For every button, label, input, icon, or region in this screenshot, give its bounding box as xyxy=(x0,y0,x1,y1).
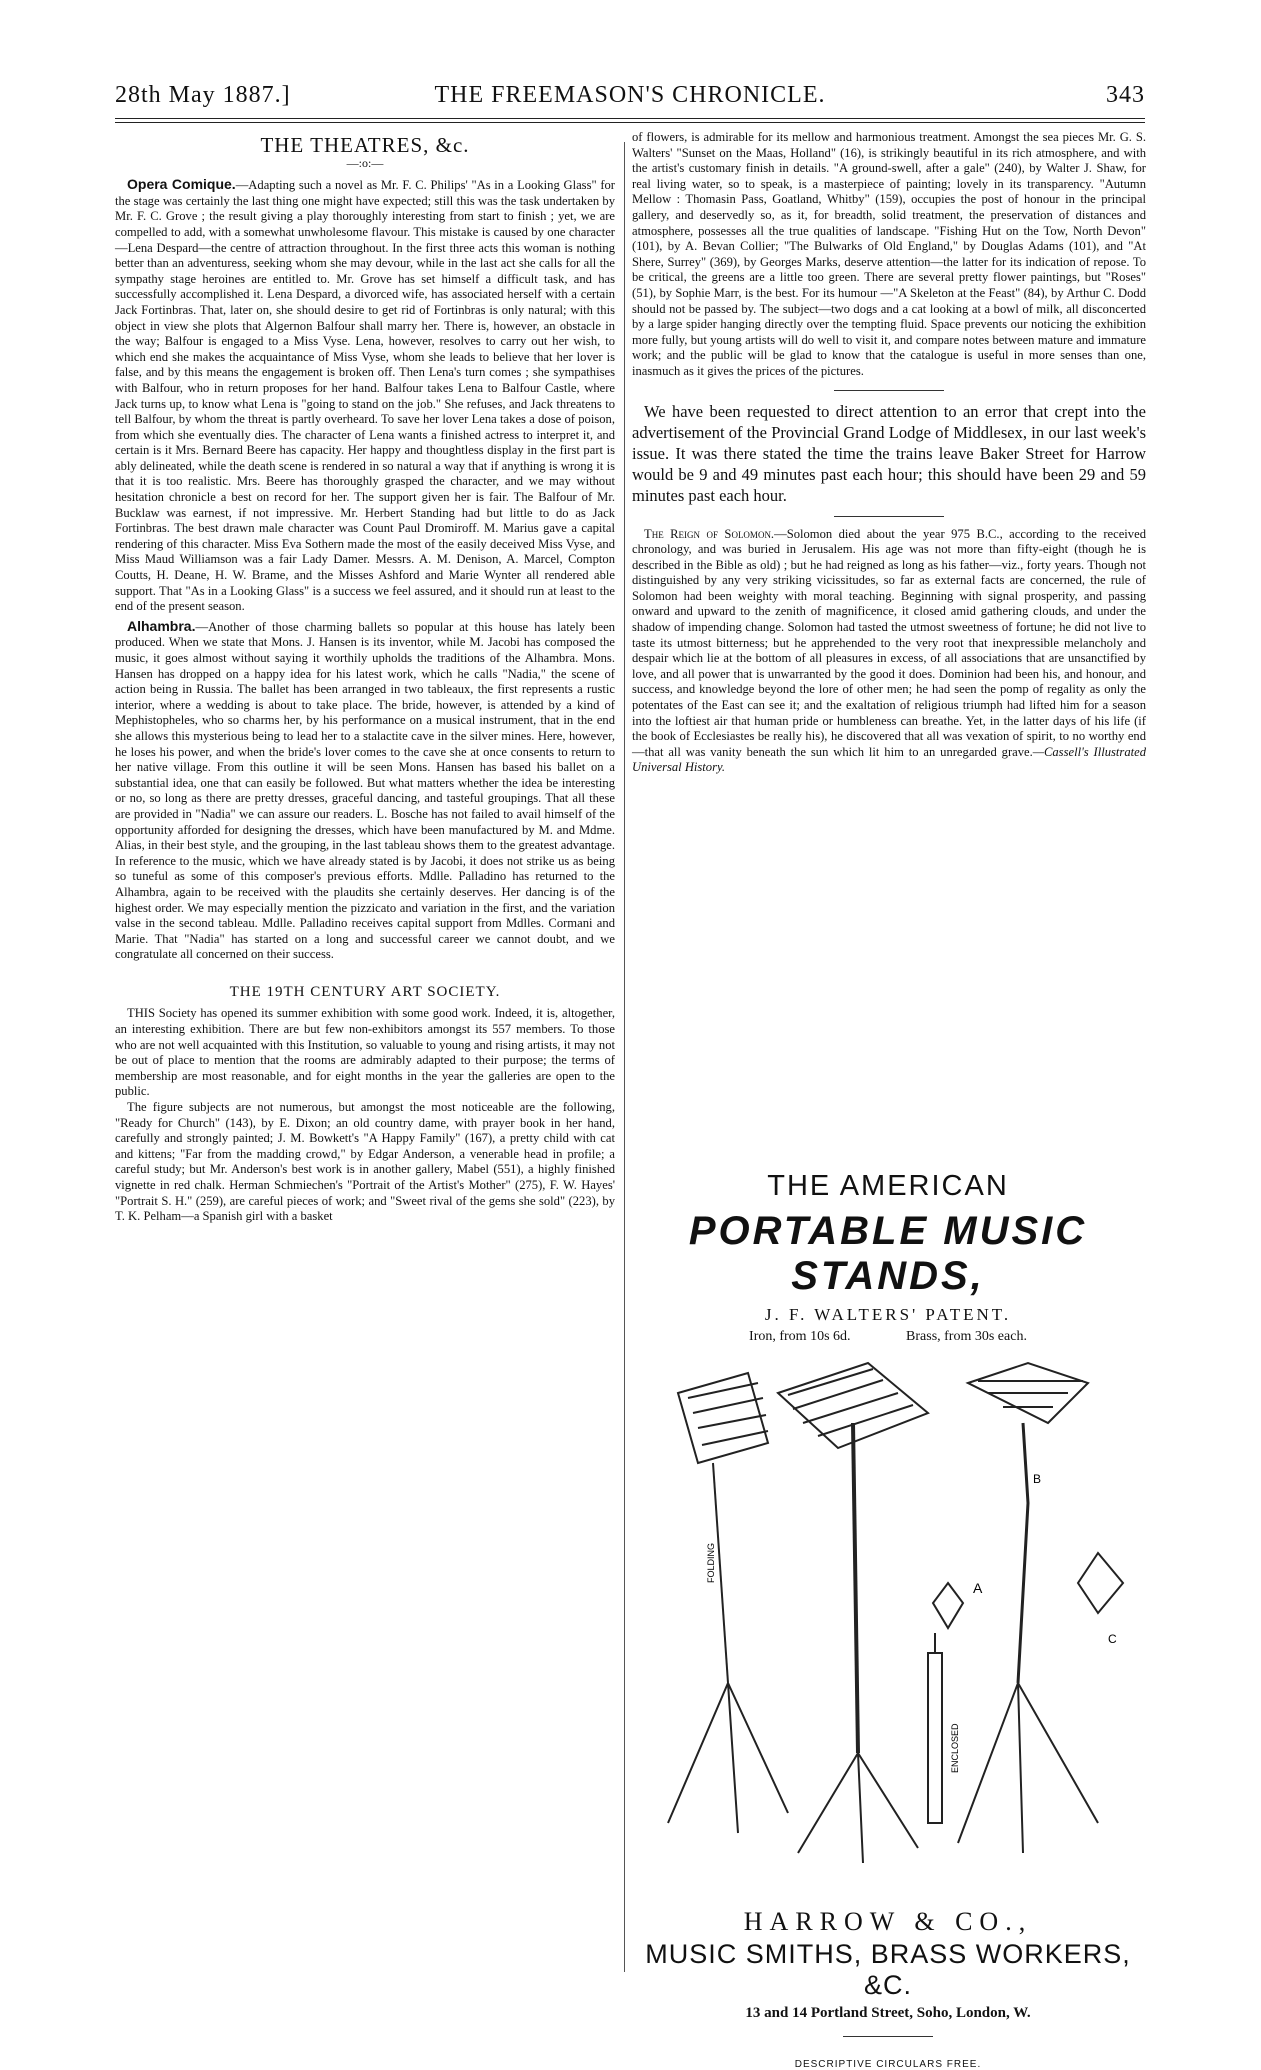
issue-date: 28th May 1887.] xyxy=(115,82,291,108)
art-society-intro: THIS Society has opened its summer exhibition with some good work. Indeed, it is, altogether, an interesting exhibition. There are but few non-exhibitors amongst its 557 members. To those who are not well acquainted with this Institution, so valuable to young and rising artists, it may not be out of place to mention that the rooms are admirably adapted to their purpose; the terms of membership are most reasonable, and for eight months in the year the galleries are open to the public. xyxy=(115,1006,615,1099)
correction-notice: We have been requested to direct attention to an error that crept into the advertisement of the Provincial Grand Lodge of Middlesex, in our last week's issue. It was there stated the time the trains leave Baker Street for Harrow would be 9 and 49 minutes past each hour; this should have been 29 and 59 minutes past each hour. xyxy=(632,401,1146,505)
music-stand-advertisement xyxy=(628,1158,1148,2070)
solomon-body: —Solomon died about the year 975 B.C., according to the received chronology, and was buried in Jerusalem. His age was not more than fifty-eight (though he is described in the Bible as old) ; but he had reigned as long as his father—viz., forty years. Though not distinguished by any very striking vicissitudes, so far as external facts are concerned, the rule of Solomon had been weighty with moral teaching. Beginning with signal prosperity, and passing onward and upward to the zenith of magnificence, it closed amid gathering clouds, and under the shadow of impending change. Solomon had tasted the utmost sweetness of fortune; he did not live to taste its utmost bitterness; but he apprehended to the very root that inexpressible melancholy and despair which lie at the bottom of all pleasures in excess, of all associations that are unsanctified by love, and all power that is unwarranted by the good it does. Dominion had been his, and honour, and success, and knowledge beyond the lore of other men; he had seen the pomp of regality as only the potentates of the East can see it; and the exaltation of religious triumph had lifted him for a season into the loftiest air that human pride or humbleness can breathe. Yet, in the latter days of his life (if the book of Ecclesiastes be really his), he discovered that all was vexation of spirit, to no worthy end—that all was vanity beneath the sun which lit him to an unregarded grave. xyxy=(632,526,1146,759)
running-header xyxy=(115,82,1145,118)
ad-address: 13 and 14 Portland Street, Soho, London, W. xyxy=(745,2005,1031,2021)
ad-prices xyxy=(628,1329,1148,1345)
page-number: 343 xyxy=(1106,82,1145,108)
label-folding: FOLDING xyxy=(706,1542,716,1583)
section-rule xyxy=(834,390,944,391)
art-society-heading: THE 19TH CENTURY ART SOCIETY. xyxy=(229,983,501,1000)
header-rule-thin xyxy=(115,122,1145,123)
label-b: B xyxy=(1033,1472,1042,1486)
label-a: A xyxy=(973,1580,983,1596)
music-stands-illustration xyxy=(628,1353,1148,1893)
alhambra-paragraph xyxy=(115,619,615,963)
theatres-heading: THE THEATRES, &c. xyxy=(260,133,470,157)
collapsed-tube-icon xyxy=(928,1633,942,1823)
art-society-figures: The figure subjects are not numerous, but amongst the most noticeable are the following, "Ready for Church" (143), by E. Dixon; an old country dame, with prayer book in her hand, carefully and strongly painted; J. M. Bowkett's "A Happy Family" (167), a pretty child with cat and kittens; "Far from the madding crowd," by Edgar Anderson, a venerable head in profile; a careful study; but Mr. Anderson's best work is in another gallery, Mabel (551), a highly finished vignette in red chalk. Herman Schmiechen's "Portrait of the Artist's Mother" (275), F. W. Hayes' "Portrait S. H." (259), are careful pieces of work; and "Sweet rival of the gems she sold" (223), by T. K. Pelham—a Spanish girl with a basket xyxy=(115,1100,615,1224)
ad-headline-stands: PORTABLE MUSIC STANDS, xyxy=(688,1209,1088,1298)
label-c: C xyxy=(1108,1632,1117,1646)
desk-stand-icon xyxy=(778,1363,928,1863)
opera-comique-lead: Opera Comique. xyxy=(127,176,236,193)
price-iron: Iron, from 10s 6d. xyxy=(749,1329,851,1344)
tripod-stand-icon xyxy=(933,1363,1123,1853)
header-rule xyxy=(115,118,1145,119)
ornament-divider: —:o:— xyxy=(346,155,384,170)
right-column xyxy=(632,130,1146,776)
ad-headline-american: THE AMERICAN xyxy=(767,1170,1009,1202)
column-divider xyxy=(624,142,625,1972)
ad-patent-line: J. F. WALTERS' PATENT. xyxy=(764,1305,1012,1324)
solomon-source: —Cassell's Illustrated Universal History. xyxy=(632,744,1147,775)
ad-maker-name: HARROW & CO., xyxy=(743,1907,1033,1936)
price-brass: Brass, from 30s each. xyxy=(906,1329,1027,1344)
label-enclosed: ENCLOSED xyxy=(950,1723,960,1773)
left-column xyxy=(115,130,615,1225)
alhambra-body: —Another of those charming ballets so popular at this house has lately been produced. When we state that Mons. J. Hansen is its inventor, while M. Jacobi has composed the music, it goes almost without saying it worthily upholds the traditions of the Alhambra. Mons. Hansen has dropped on a happy idea for his latest work, which he calls "Nadia," the scene of action being in Russia. The ballet has been arranged in two tableaux, the first represents a rustic interior, where a wedding is about to take place. The bride, however, is attended by a kind of Mephistopheles, who so charms her, by his performance on a musical instrument, that in the end she allows this mysterious being to lead her to a stalactite cave in the silver mines. Here, however, he loses his power, and when the bride's lover comes to the cave she at once consents to return to her native village. From this outline it will be seen Mons. Hansen has based his ballet on a substantial idea, one that can easily be followed. But what matters whether the idea be interesting or no, so long as there are pretty dresses, graceful dancing, and tasteful groupings. That all these are provided in "Nadia" we can assure our readers. L. Bosche has not failed to avail himself of the opportunity afforded for designing the dresses, which have been manufactured by M. and Mdme. Alias, in their best style, and the grouping, in the last tableau shows them to the greatest advantage. In reference to the music, which we have already stated is by Jacobi, it does not strike us as being so tuneful as some of this composer's previous efforts. Mdlle. Palladino has returned to the Alhambra, again to be received with the plaudits she certainly deserves. Her dancing is of the highest order. We may especially mention the pizzicato and variation in the first, and the variation valse in the second tableau. Mdlle. Palladino receives capital support from Mdlles. Cormani and Marie. That "Nadia" has started on a long and successful career we cannot doubt, and we congratulate all concerned on their success. xyxy=(115,619,615,962)
opera-comique-paragraph xyxy=(115,177,615,615)
ad-trade-line: MUSIC SMITHS, BRASS WORKERS, &C. xyxy=(645,1939,1131,2000)
ad-circulars: DESCRIPTIVE CIRCULARS FREE. xyxy=(794,2059,982,2070)
section-rule-2 xyxy=(834,516,944,517)
alhambra-lead: Alhambra. xyxy=(127,617,196,634)
ad-rule xyxy=(843,2036,933,2037)
solomon-paragraph xyxy=(632,527,1146,777)
solomon-lead: The Reign of Solomon. xyxy=(644,526,775,541)
opera-comique-body: —Adapting such a novel as Mr. F. C. Philips' "As in a Looking Glass" for the stage was certainly the last thing one might have expected; still this was the task undertaken by Mr. F. C. Grove ; the result giving a play thoroughly interesting from start to finish ; yet, we are compelled to add, with a somewhat unwholesome flavour. This mistake is caused by one character—Lena Despard—the centre of attraction throughout. In the first three acts this woman is nothing better than an adventuress, seeking whom she may devour, while in the last act she calls for all the sympathy stage heroines are entitled to. Mr. Grove has set himself a difficult task, and has successfully accomplished it. Lena Despard, a divorced wife, has associated herself with a certain Jack Fortinbras. That, later on, she should desire to get rid of Fortinbras is only natural; with this object in view she plots that Algernon Balfour shall marry her. There is, however, an obstacle in the way; Balfour is engaged to a Miss Vyse. Lena, however, resolves to carry out her wish, to which end she makes the acquaintance of Miss Vyse, whom she leads to believe that her lover is false, and by this means the engagement is broken off. Then Lena's turn comes ; she sympathises with Balfour, who in return proposes for her hand. Balfour takes Lena to Balfour Castle, where Jack turns up, to know what Lena is "going to stand on the job." She refuses, and Jack threatens to tell Balfour, by whom the threat is partly overheard. To save her lover Lena takes a dose of poison, from which she eventually dies. The character of Lena wants a finished actress to interpret it, and certain is it Mrs. Bernard Beere has capacity. Her happy and thoughtless display in the first part is ably delineated, while the death scene is rendered in so natural a way that if anything is wrong it is that it is too realistic. Mrs. Beere has thoroughly grasped the character, and we may without hesitation chronicle a best on record for her. The support given her is fair. The Balfour of Mr. Bucklaw was earnest, if not impressive. Mr. Herbert Standing had but little to do as Jack Fortinbras. The best drawn male character was Count Paul Dromiroff. M. Marius gave a capital rendering of this character. Miss Eva Sothern made the most of the easily deceived Miss Vyse, and Miss Maud Williamson was a fair Lady Damer. Messrs. A. M. Denison, A. Marcel, Compton Coutts, H. Deane, H. W. Brame, and the Misses Ashford and Marie Wynter all rendered able support. That "As in a Looking Glass" is a success we feel assured, and it should run at least to the end of the present season. xyxy=(115,178,616,614)
folded-stand-icon xyxy=(668,1373,788,1833)
masthead-title: THE FREEMASON'S CHRONICLE. xyxy=(434,82,826,108)
art-society-continued: of flowers, is admirable for its mellow and harmonious treatment. Amongst the sea pieces Mr. G. S. Walters' "Sunset on the Maas, Holland" (16), is strikingly beautiful in its rich atmosphere, and with the artist's customary finish in details. "A ground-swell, after a gale" (240), by Walter J. Shaw, for real living water, so to speak, is a masterpiece of painting; lovely in its transparency. "Autumn Mellow : Thomasin Pass, Goatland, Whitby" (159), occupies the post of honour in the principal gallery, and deservedly so, as it, for breadth, solid treatment, the preservation of distances and atmosphere, possesses all the true qualities of landscape. "Fishing Hut on the Tow, North Devon" (101), by A. Bevan Collier; "The Bulwarks of Old England," by Douglas Adams (101), and "At Shere, Surrey" (369), by Georges Marks, deserve attention—the latter for its indication of repose. To be critical, the greens are a little too green. There are several pretty flower paintings, but "Roses" (51), by Sophie Marr, is the best. For its humour —"A Skeleton at the Feast" (84), by Arthur C. Dodd should not be passed by. The subject—two dogs and a cat looking at a bowl of milk, all disconcerted by a large spider hanging directly over the tempting fluid. Space prevents our noticing the exhibition more fully, but young artists will do well to visit it, and compare notes between mature and immature work; and the public will be glad to know that the catalogue is useful in more senses than one, inasmuch as it gives the prices of the pictures. xyxy=(632,130,1146,378)
